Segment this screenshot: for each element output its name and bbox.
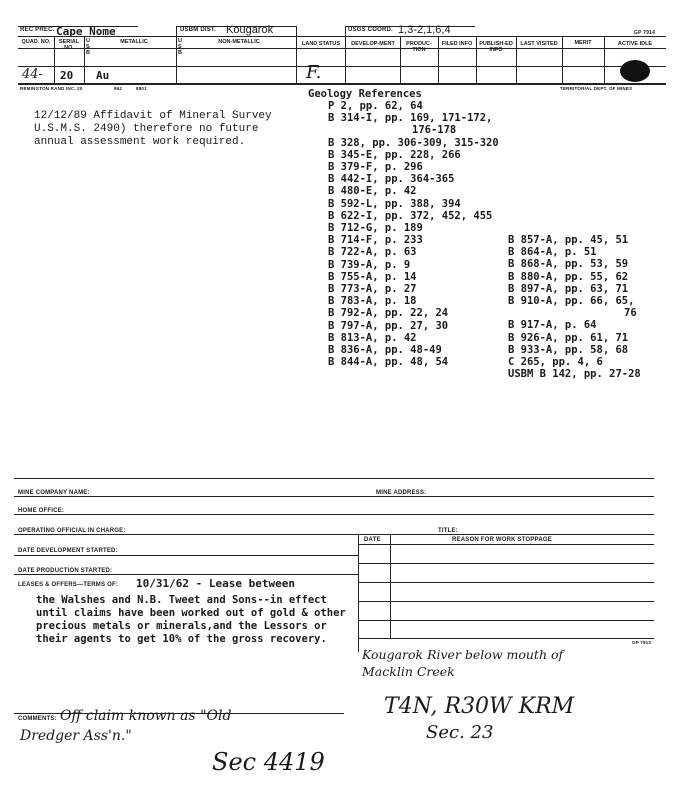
date-col-label: DATE	[364, 537, 381, 543]
geology-ref-left-11: B 714-F, p. 233	[328, 234, 423, 247]
geology-ref-right-2: B 868-A, pp. 53, 59	[508, 258, 629, 271]
affidavit-line-1: 12/12/89 Affidavit of Mineral Survey	[34, 110, 272, 122]
home-office-label: HOME OFFICE:	[18, 508, 65, 514]
usbm-dist-label: USBM DIST.	[180, 27, 217, 33]
usgs-coord-label: USGS COORD.	[348, 27, 393, 33]
geology-ref-right-0: B 857-A, pp. 45, 51	[508, 234, 629, 246]
production-label: PRODUC-TION	[406, 41, 432, 53]
metallic-label: METALLIC	[120, 39, 148, 45]
form-number: GP 7914	[634, 30, 656, 36]
remington-code1: 862	[114, 86, 123, 91]
geology-ref-left-9: B 622-I, pp. 372, 452, 455	[328, 209, 493, 222]
geology-ref-left-19: B 813-A, p. 42	[328, 331, 417, 344]
geology-ref-right-4: B 897-A, pp. 63, 71	[508, 282, 629, 295]
geology-ref-right-10: C 265, pp. 4, 6	[508, 356, 603, 369]
geology-ref-left-8: B 592-L, pp. 388, 394	[328, 197, 461, 210]
land-status-label: LAND STATUS	[302, 41, 340, 47]
lease-line-2: the Walshes and N.B. Tweet and Sons--in effect	[36, 594, 327, 606]
geology-ref-left-7: B 480-E, p. 42	[328, 185, 417, 198]
geology-ref-right-5: B 910-A, pp. 66, 65,	[508, 295, 635, 308]
geology-ref-right-9: B 933-A, pp. 58, 68	[508, 343, 629, 356]
usb2-label: U S B	[178, 38, 182, 56]
serial-no-label: SERIAL NO.	[58, 39, 80, 51]
geology-ref-left-13: B 739-A, p. 9	[328, 258, 411, 271]
affidavit-line-2: U.S.M.S. 2490) therefore no future	[34, 123, 259, 135]
geology-refs-left	[328, 100, 499, 368]
lease-line-5: their agents to get 10% of the gross recovery.	[36, 633, 327, 645]
lease-line-4: precious metals or minerals,and the Lessors or	[36, 620, 327, 632]
comments-line-1: Off claim known as "Old	[60, 708, 232, 724]
geology-ref-left-12: B 722-A, p. 63	[328, 246, 417, 259]
geology-ref-left-20: B 836-A, pp. 48-49	[328, 344, 442, 357]
leases-label: LEASES & OFFERS—TERMS OF:	[18, 582, 119, 588]
geology-ref-left-17: B 792-A, pp. 22, 24	[328, 307, 449, 320]
remington-code2: 8801	[136, 86, 147, 91]
date-dev-label: DATE DEVELOPMENT STARTED:	[18, 548, 118, 554]
geology-refs-right	[508, 234, 641, 380]
last-visited-label: LAST VISITED	[520, 41, 558, 47]
date-prod-label: DATE PRODUCTION STARTED:	[18, 568, 113, 574]
usgs-coord-value: 1,3-2,1,6,4	[398, 24, 451, 36]
geology-ref-left-0: P 2, pp. 62, 64	[328, 100, 423, 112]
mine-address-label: MINE ADDRESS:	[376, 490, 427, 496]
lease-text	[36, 594, 346, 646]
geology-ref-right-7: B 917-A, p. 64	[508, 319, 597, 332]
geology-ref-left-6: B 442-I, pp. 364-365	[328, 173, 455, 186]
geology-ref-left-10: B 712-G, p. 189	[328, 222, 423, 235]
rec-prec-label: REC PREC.	[20, 27, 55, 33]
lease-line-3: until claims have been worked out of gold & other	[36, 607, 346, 619]
quad-no-label: QUAD. NO.	[21, 39, 51, 45]
geology-ref-left-1: B 314-I, pp. 169, 171-172,	[328, 112, 493, 125]
location-note-line-2: Macklin Creek	[362, 664, 455, 679]
geology-ref-right-6: 76	[624, 307, 637, 320]
merit-label: MERIT	[574, 40, 592, 46]
geology-ref-left-3: B 328, pp. 306-309, 315-320	[328, 136, 499, 149]
ink-blot	[620, 60, 650, 82]
geology-ref-right-1: B 864-A, p. 51	[508, 246, 597, 259]
geology-ref-left-21: B 844-A, pp. 48, 54	[328, 356, 449, 369]
operating-official-label: OPERATING OFFICIAL IN CHARGE:	[18, 528, 126, 534]
geology-ref-right-8: B 926-A, pp. 61, 71	[508, 331, 629, 344]
remington-label: REMINGTON RAND INC. 20	[20, 86, 83, 91]
affidavit-line-3: annual assessment work required.	[34, 136, 246, 148]
township: T4N, R30W KRM	[384, 694, 575, 719]
geology-ref-left-5: B 379-F, p. 296	[328, 161, 423, 174]
location-note	[362, 646, 563, 680]
geology-ref-left-4: B 345-E, pp. 228, 266	[328, 148, 461, 161]
geology-ref-right-3: B 880-A, pp. 55, 62	[508, 270, 629, 283]
usb-label: U S B	[86, 38, 90, 56]
form-number-2: GP 7913	[632, 640, 652, 645]
comments-line-2: Dredger Ass'n."	[20, 728, 132, 744]
rec-prec-value: Cape Nome	[56, 25, 116, 38]
filed-info-label: FILED INFO	[441, 41, 473, 47]
mine-company-label: MINE COMPANY NAME:	[18, 490, 90, 496]
geology-ref-right-11: USBM B 142, pp. 27-28	[508, 368, 641, 381]
nonmetallic-label: NON-METALLIC	[218, 39, 260, 45]
usbm-dist-value: Kougarok	[226, 24, 274, 36]
affidavit-note	[34, 110, 272, 149]
geology-ref-left-16: B 783-A, p. 18	[328, 295, 417, 308]
location-note-line-1: Kougarok River below mouth of	[362, 647, 564, 662]
section: Sec. 23	[426, 722, 494, 743]
serial-no-value: 20	[60, 69, 74, 82]
quad-no-value: 44-	[22, 67, 43, 82]
lease-line-1: 10/31/62 - Lease between	[136, 577, 295, 590]
territorial-label: TERRITORIAL DEPT. OF MINES	[560, 86, 633, 91]
geology-ref-left-14: B 755-A, p. 14	[328, 270, 417, 283]
development-label: DEVELOP-MENT	[351, 41, 395, 47]
land-status-value: F.	[306, 62, 322, 83]
published-info-label: PUBLISH-ED INFO	[479, 41, 513, 53]
reason-label: REASON FOR WORK STOPPAGE	[452, 537, 552, 543]
geology-ref-left-2: 176-178	[412, 124, 457, 137]
title-label: TITLE:	[438, 528, 458, 534]
geology-ref-left-15: B 773-A, p. 27	[328, 283, 417, 296]
active-idle-label: ACTIVE IDLE	[617, 41, 653, 47]
sec-note: Sec 4419	[212, 748, 325, 776]
metallic-value: Au	[96, 69, 110, 82]
geology-ref-left-18: B 797-A, pp. 27, 30	[328, 319, 449, 332]
comments-label: COMMENTS:	[18, 716, 57, 722]
geology-title: Geology References	[308, 88, 422, 100]
